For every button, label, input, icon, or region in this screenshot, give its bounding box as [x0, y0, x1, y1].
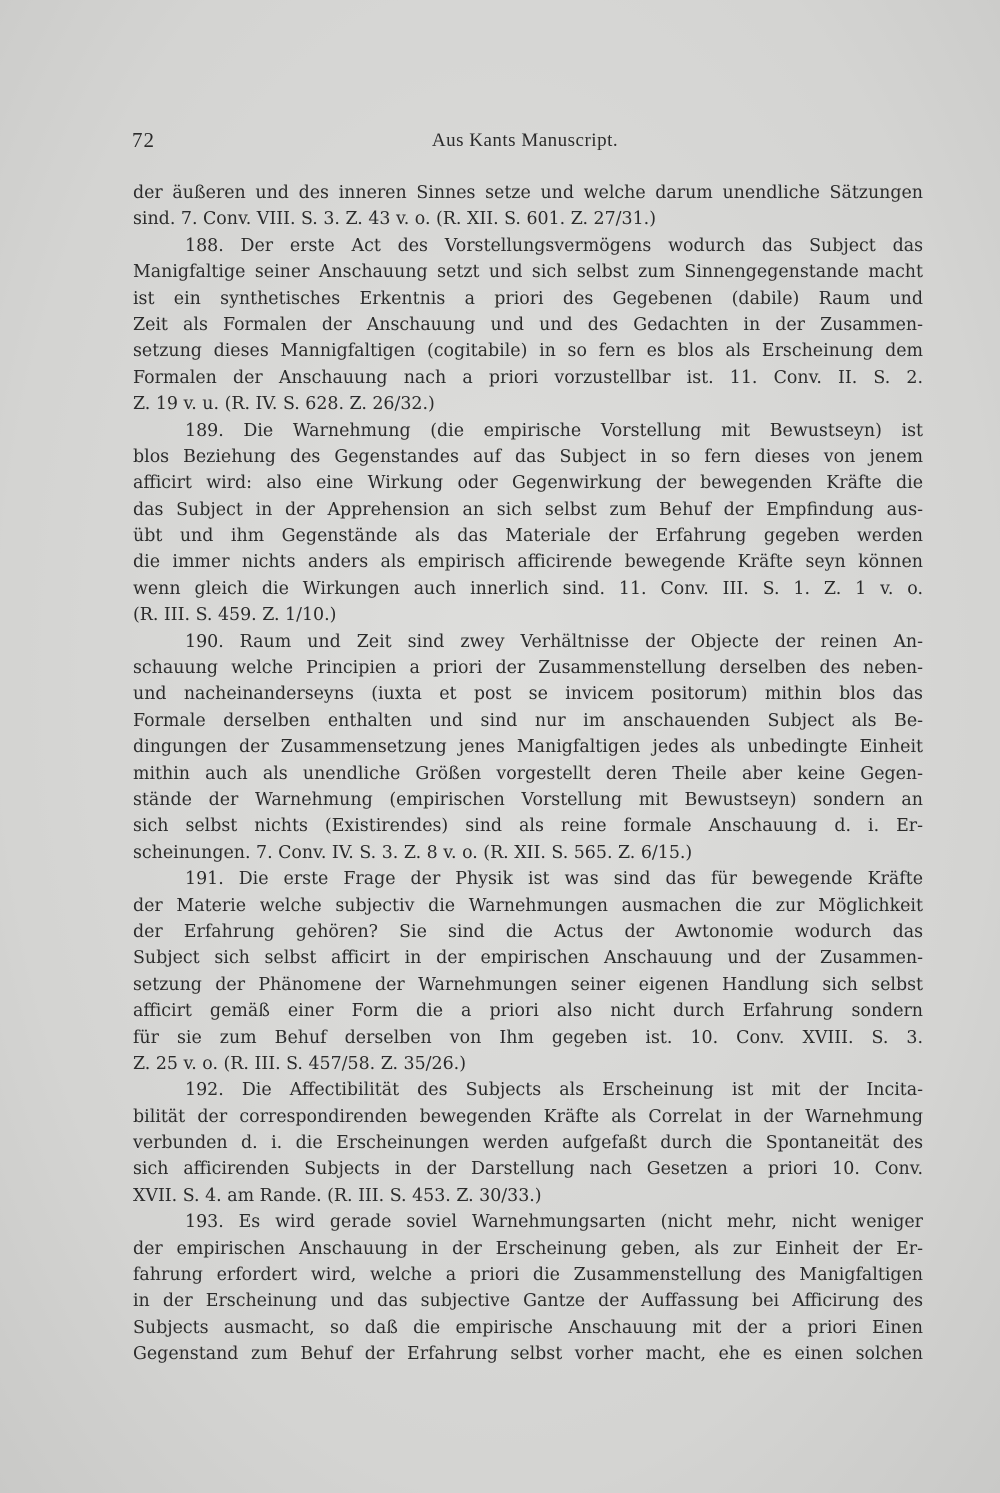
- text-line: Formale derselben enthalten und sind nur im anschauenden Subject als Be-: [133, 710, 923, 731]
- text-line: 192. Die Affectibilität des Subjects als Erscheinung ist mit der Incita-: [185, 1080, 923, 1101]
- text-line: (R. III. S. 459. Z. 1/10.): [133, 605, 337, 626]
- text-line: mithin auch als unendliche Größen vorgestellt deren Theile aber keine Gegen-: [133, 763, 923, 784]
- text-line: Z. 25 v. o. (R. III. S. 457/58. Z. 35/26.): [133, 1053, 466, 1074]
- text-line: Subjects ausmacht, so daß die empirische Anschauung mit der a priori Einen: [133, 1317, 923, 1338]
- text-line: blos Beziehung des Gegenstandes auf das Subject in so fern dieses von jenem: [133, 446, 923, 467]
- text-line: stände der Warnehmung (empirischen Vorstellung mit Bewustseyn) sondern an: [133, 789, 923, 810]
- text-line: Manigfaltige seiner Anschauung setzt und sich selbst zum Sinnengegenstande macht: [133, 262, 923, 283]
- text-line: übt und ihm Gegenstände als das Materiale der Erfahrung gegeben werden: [133, 526, 923, 547]
- text-line: 190. Raum und Zeit sind zwey Verhältnisse der Objecte der reinen An-: [185, 631, 923, 652]
- text-line: der äußeren und des inneren Sinnes setze und welche darum unendliche Sätzungen: [133, 183, 923, 203]
- text-line: der Erfahrung gehören? Sie sind die Actus der Awtonomie wodurch das: [133, 921, 923, 942]
- text-line: Zeit als Formalen der Anschauung und und des Gedachten in der Zusammen-: [133, 314, 923, 335]
- text-line: 188. Der erste Act des Vorstellungsvermögens wodurch das Subject das: [185, 235, 923, 256]
- text-line: scheinungen. 7. Conv. IV. S. 3. Z. 8 v. o. (R. XII. S. 565. Z. 6/15.): [133, 842, 693, 863]
- text-line: 193. Es wird gerade soviel Warnehmungsarten (nicht mehr, nicht weniger: [185, 1212, 923, 1233]
- text-line: wenn gleich die Wirkungen auch innerlich sind. 11. Conv. III. S. 1. Z. 1 v. o.: [133, 578, 923, 599]
- body-text: [133, 180, 923, 1368]
- text-line: Gegenstand zum Behuf der Erfahrung selbst vorher macht, ehe es einen solchen: [133, 1344, 923, 1365]
- text-line: sich selbst nichts (Existirendes) sind als reine formale Anschauung d. i. Er-: [133, 816, 923, 837]
- text-line: fahrung erfordert wird, welche a priori die Zusammenstellung des Manigfaltigen: [133, 1265, 923, 1286]
- text-line: der Materie welche subjectiv die Warnehmungen ausmachen die zur Möglichkeit: [133, 895, 923, 916]
- text-line: ist ein synthetisches Erkentnis a priori des Gegebenen (dabile) Raum und: [133, 288, 923, 309]
- text-line: afficirt gemäß einer Form die a priori also nicht durch Erfahrung sondern: [133, 1001, 923, 1022]
- text-line: schauung welche Principien a priori der Zusammenstellung derselben des neben-: [133, 658, 923, 679]
- text-line: 191. Die erste Frage der Physik ist was sind das für bewegende Kräfte: [185, 869, 923, 890]
- text-line: afficirt wird: also eine Wirkung oder Gegenwirkung der bewegenden Kräfte die: [133, 473, 923, 494]
- text-line: 189. Die Warnehmung (die empirische Vorstellung mit Bewustseyn) ist: [185, 420, 923, 441]
- text-line: Subject sich selbst afficirt in der empirischen Anschauung und der Zusammen-: [133, 948, 923, 969]
- text-line: bilität der correspondirenden bewegenden Kräfte als Correlat in der Warnehmung: [133, 1106, 923, 1127]
- text-line: verbunden d. i. die Erscheinungen werden aufgefaßt durch die Spontaneität des: [133, 1133, 923, 1154]
- text-line: Z. 19 v. u. (R. IV. S. 628. Z. 26/32.): [133, 394, 435, 415]
- text-line: XVII. S. 4. am Rande. (R. III. S. 453. Z. 30/33.): [133, 1185, 542, 1206]
- text-line: das Subject in der Apprehension an sich selbst zum Behuf der Empfindung aus-: [133, 499, 923, 520]
- text-line: setzung der Phänomene der Warnehmungen seiner eigenen Handlung sich selbst: [133, 974, 923, 995]
- page-header: [130, 128, 920, 158]
- text-line: in der Erscheinung und das subjective Gantze der Auffassung bei Afficirung des: [133, 1291, 923, 1312]
- text-line: für sie zum Behuf derselben von Ihm gegeben ist. 10. Conv. XVIII. S. 3.: [133, 1027, 923, 1048]
- page-number: 72: [132, 128, 155, 152]
- text-line: Formalen der Anschauung nach a priori vorzustellbar ist. 11. Conv. II. S. 2.: [133, 367, 923, 388]
- text-line: der empirischen Anschauung in der Erscheinung geben, als zur Einheit der Er-: [133, 1238, 923, 1259]
- text-line: sich afficirenden Subjects in der Darstellung nach Gesetzen a priori 10. Conv.: [133, 1159, 923, 1180]
- text-line: setzung dieses Mannigfaltigen (cogitabile) in so fern es blos als Erscheinung dem: [133, 341, 923, 362]
- running-title: Aus Kants Manuscript.: [431, 130, 619, 151]
- text-line: dingungen der Zusammensetzung jenes Manigfaltigen jedes als unbedingte Einheit: [133, 737, 923, 758]
- text-line: sind. 7. Conv. VIII. S. 3. Z. 43 v. o. (R. XII. S. 601. Z. 27/31.): [133, 209, 656, 230]
- text-line: die immer nichts anders als empirisch afficirende bewegende Kräfte seyn können: [133, 552, 923, 573]
- text-line: und nacheinanderseyns (iuxta et post se invicem positorum) mithin blos das: [133, 684, 923, 705]
